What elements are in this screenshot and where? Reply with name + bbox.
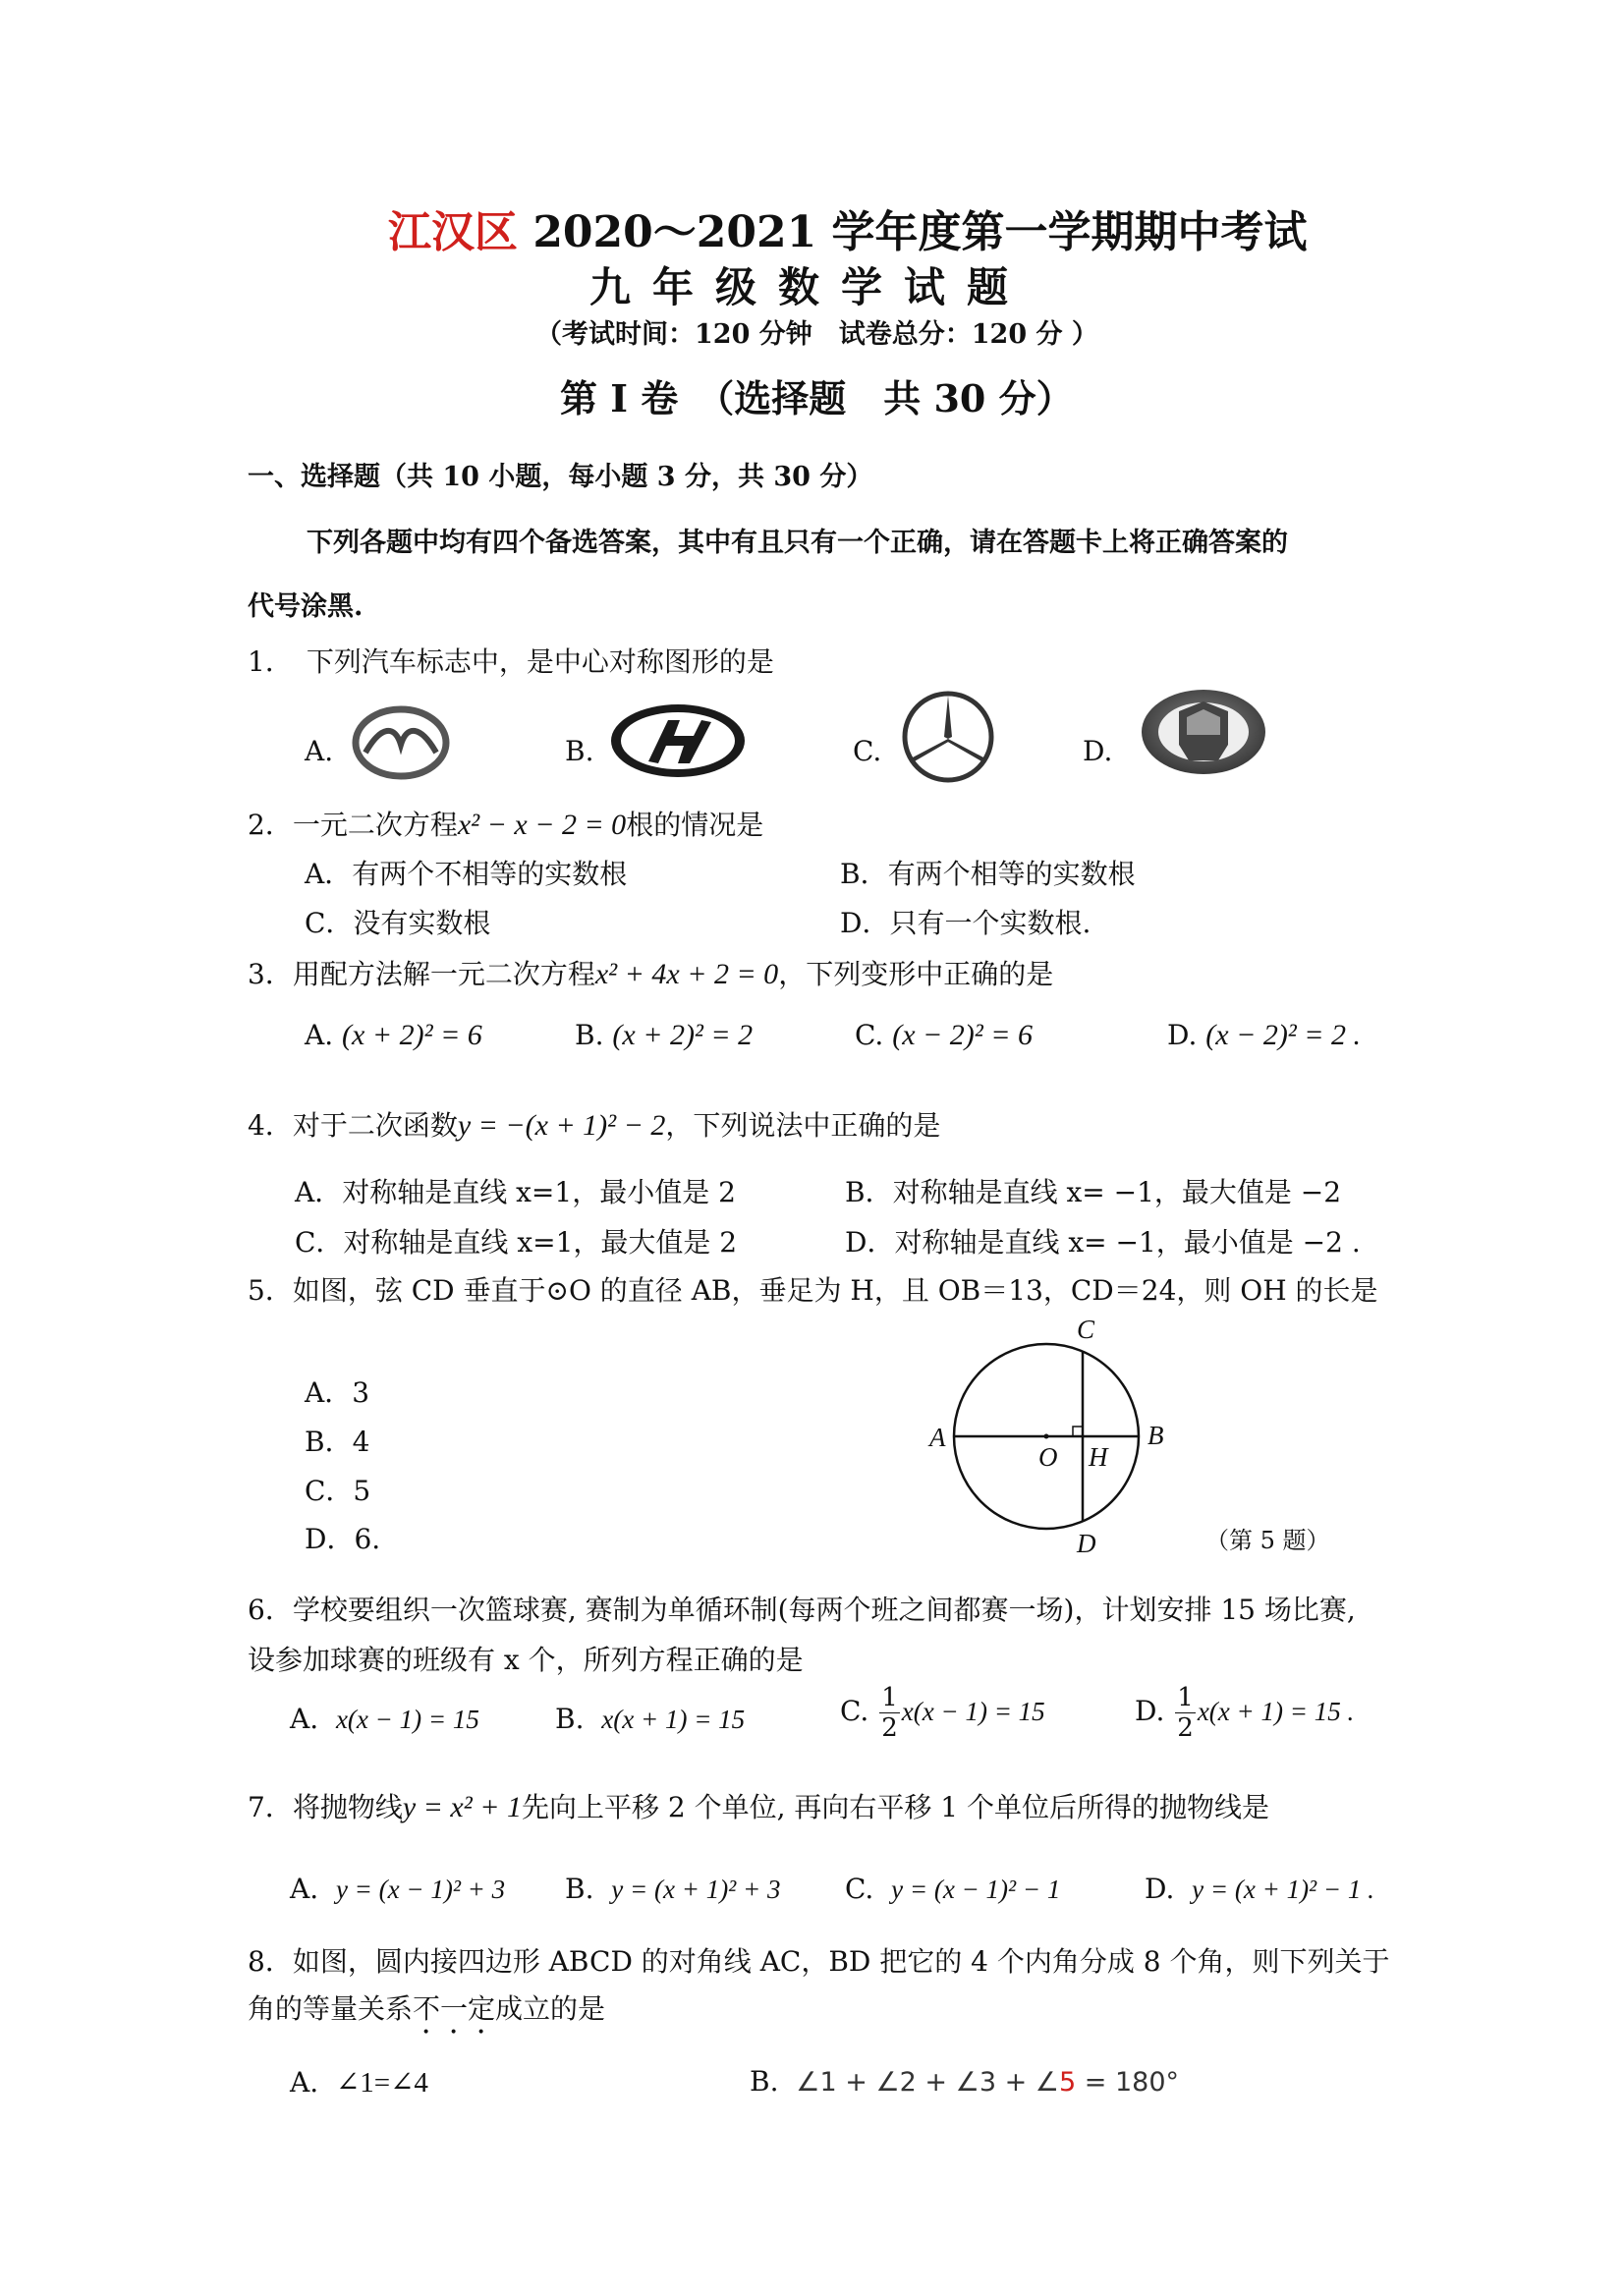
q1-label-d: D.	[1083, 735, 1113, 767]
q7-stem: 7．将抛物线y = x² + 1先向上平移 2 个单位, 再向右平移 1 个单位后所得的抛物线是	[248, 1791, 1269, 1823]
exam-info: （考试时间：120 分钟 试卷总分：120 分 ）	[535, 319, 1098, 350]
q8-option-a: A. ∠1=∠4	[290, 2066, 428, 2099]
q2-option-a: A．有两个不相等的实数根	[305, 858, 628, 890]
q5-option-c: C．5	[305, 1475, 371, 1507]
label-o: O	[1038, 1442, 1058, 1472]
q6-option-b: B. x(x + 1) = 15	[555, 1703, 746, 1735]
district-name: 江汉区	[388, 207, 518, 257]
q3-option-c: C. (x − 2)² = 6	[855, 1019, 1034, 1051]
q4-option-b: B．对称轴是直线 x= −1，最大值是 −2	[845, 1176, 1342, 1208]
q7-equation: y = x² + 1	[402, 1791, 522, 1823]
q1-label-c: C.	[853, 735, 882, 767]
q3-option-d: D. (x − 2)² = 2 .	[1167, 1019, 1362, 1051]
q3-equation: x² + 4x + 2 = 0	[594, 958, 779, 990]
q3-option-a: A. (x + 2)² = 6	[305, 1019, 482, 1051]
great-wall-logo-icon	[1140, 688, 1267, 780]
fraction-one-half: $\frac{1}{2}$	[881, 1683, 898, 1743]
q5-stem: 5．如图，弦 CD 垂直于⊙O 的直径 AB，垂足为 H，且 OB＝13，CD＝24，则 OH 的长是	[248, 1274, 1378, 1307]
volume-heading: 第 Ⅰ 卷 （选择题 共 30 分）	[560, 376, 1074, 420]
q6-option-a: A. x(x − 1) = 15	[290, 1703, 479, 1735]
label-c: C	[1077, 1315, 1095, 1344]
q5-caption: （第 5 题）	[1205, 1527, 1330, 1554]
q1-label-b: B.	[565, 735, 594, 767]
q3-option-b: B. (x + 2)² = 2	[575, 1019, 754, 1051]
q4-option-c: C．对称轴是直线 x=1，最大值是 2	[295, 1226, 738, 1259]
emphasis-text: 不一定	[413, 1992, 496, 2025]
mercedes-logo-icon	[899, 688, 997, 790]
q6-option-c: C. $\frac{1}{2}$ x(x − 1) = 15	[840, 1683, 1045, 1743]
q8-option-b: B. ∠1 + ∠2 + ∠3 + ∠5 = 180°	[750, 2065, 1180, 2098]
mazda-logo-icon	[352, 705, 450, 784]
q3-stem: 3．用配方法解一元二次方程x² + 4x + 2 = 0，下列变形中正确的是	[248, 958, 1054, 990]
q7-option-b: B. y = (x + 1)² + 3	[565, 1873, 781, 1905]
q7-option-c: C. y = (x − 1)² − 1	[845, 1873, 1061, 1905]
q2-option-d: D．只有一个实数根.	[840, 907, 1091, 939]
exam-subtitle: 九年级数学试题	[589, 263, 1031, 311]
q2-option-c: C．没有实数根	[305, 907, 491, 939]
q7-option-a: A. y = (x − 1)² + 3	[290, 1873, 506, 1905]
fraction-one-half: $\frac{1}{2}$	[1177, 1683, 1194, 1743]
q2-equation: x² − x − 2 = 0	[457, 809, 627, 841]
instruction-line-1: 下列各题中均有四个备选答案，其中有且只有一个正确，请在答题卡上将正确答案的	[307, 528, 1288, 558]
exam-title: 江汉区 2020～2021 学年度第一学期期中考试	[388, 207, 1308, 257]
q2-stem: 2．一元二次方程x² − x − 2 = 0根的情况是	[248, 809, 764, 841]
center-point	[1044, 1434, 1049, 1439]
instruction-line-2: 代号涂黑.	[248, 591, 364, 622]
right-angle-mark	[1073, 1427, 1083, 1436]
q1-label-a: A.	[305, 735, 334, 767]
q6-stem-line1: 6．学校要组织一次篮球赛, 赛制为单循环制(每两个班之间都赛一场)，计划安排 15 场比赛,	[248, 1594, 1356, 1626]
q8-stem-line1: 8．如图，圆内接四边形 ABCD 的对角线 AC，BD 把它的 4 个内角分成 8 个角，则下列关于	[248, 1945, 1390, 1978]
q6-option-d: D. $\frac{1}{2}$ x(x + 1) = 15 .	[1135, 1683, 1355, 1743]
section-heading: 一、选择题（共 10 小题，每小题 3 分，共 30 分）	[248, 462, 873, 492]
q7-option-d: D. y = (x + 1)² − 1 .	[1145, 1873, 1374, 1905]
label-d: D	[1077, 1529, 1096, 1558]
q4-option-a: A．对称轴是直线 x=1，最小值是 2	[295, 1176, 736, 1208]
q5-option-a: A．3	[305, 1376, 370, 1409]
q4-equation: y = −(x + 1)² − 2	[457, 1109, 666, 1142]
q4-option-d: D．对称轴是直线 x= −1，最小值是 −2 .	[845, 1226, 1361, 1259]
hyundai-logo-icon	[609, 702, 747, 783]
q6-stem-line2: 设参加球赛的班级有 x 个，所列方程正确的是	[248, 1644, 804, 1676]
q1-stem: 1． 下列汽车标志中，是中心对称图形的是	[248, 645, 774, 678]
q5-option-d: D．6.	[305, 1523, 381, 1555]
label-h: H	[1089, 1442, 1108, 1472]
q2-option-b: B．有两个相等的实数根	[840, 858, 1136, 890]
q8-stem-line2: 角的等量关系不一定成立的是	[248, 1992, 606, 2025]
label-a: A	[929, 1423, 946, 1452]
label-b: B	[1147, 1421, 1164, 1450]
q4-stem: 4．对于二次函数y = −(x + 1)² − 2，下列说法中正确的是	[248, 1109, 941, 1142]
q5-figure	[914, 1307, 1179, 1566]
q5-option-b: B．4	[305, 1426, 370, 1458]
